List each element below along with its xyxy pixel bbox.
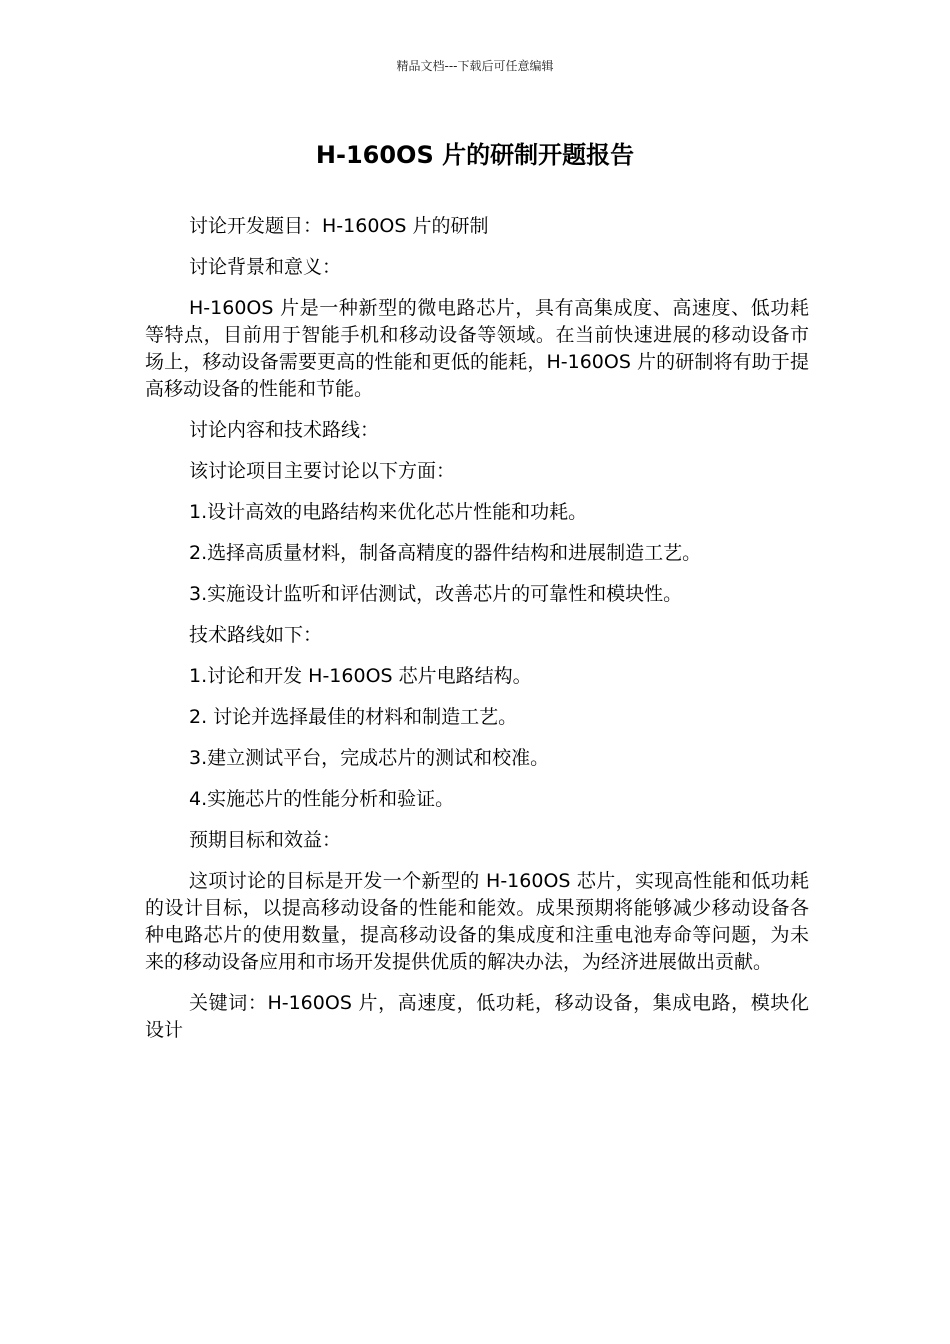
paragraph-background: H-160OS 片是一种新型的微电路芯片，具有高集成度、高速度、低功耗等特点，目前用于智能手机和移动设备等领域。在当前快速进展的移动设备市场上，移动设备需要更高的性能和更低的能耗，H-160OS 片的研制将有助于提高移动设备的性能和节能。 — [145, 297, 809, 400]
paragraph-goals: 这项讨论的目标是开发一个新型的 H-160OS 芯片，实现高性能和低功耗的设计目标，以提高移动设备的性能和能效。成果预期将能够减少移动设备各种电路芯片的使用数量，提高移动设备的集成度和注重电池寿命等问题，为未来的移动设备应用和市场开发提供优质的解决办法，为经济进展做出贡献。 — [145, 870, 809, 973]
paragraph-content-heading: 讨论内容和技术路线： — [189, 419, 380, 441]
paragraph-topic: 讨论开发题目：H-160OS 片的研制 — [189, 215, 489, 237]
paragraph-route-heading: 技术路线如下： — [189, 624, 323, 646]
list-item: 4.实施芯片的性能分析和验证。 — [189, 788, 455, 810]
list-item: 2. 讨论并选择最佳的材料和制造工艺。 — [189, 706, 518, 728]
document-title: H-160OS 片的研制开题报告 — [315, 141, 635, 169]
list-item: 2.选择高质量材料，制备高精度的器件结构和进展制造工艺。 — [189, 542, 702, 564]
list-item: 3.建立测试平台，完成芯片的测试和校准。 — [189, 747, 550, 769]
paragraph-background-heading: 讨论背景和意义： — [189, 256, 342, 278]
list-item: 1.讨论和开发 H-160OS 芯片电路结构。 — [189, 665, 532, 687]
list-item: 3.实施设计监听和评估测试，改善芯片的可靠性和模块性。 — [189, 583, 683, 605]
paragraph-keywords: 关键词：H-160OS 片，高速度，低功耗，移动设备，集成电路，模块化设计 — [145, 992, 809, 1041]
paragraph-goals-heading: 预期目标和效益： — [189, 829, 342, 851]
list-item: 1.设计高效的电路结构来优化芯片性能和功耗。 — [189, 501, 588, 523]
document-body — [145, 213, 809, 1058]
paragraph-content-intro: 该讨论项目主要讨论以下方面： — [189, 460, 456, 482]
header-note: 精品文档---下载后可任意编辑 — [396, 59, 554, 73]
